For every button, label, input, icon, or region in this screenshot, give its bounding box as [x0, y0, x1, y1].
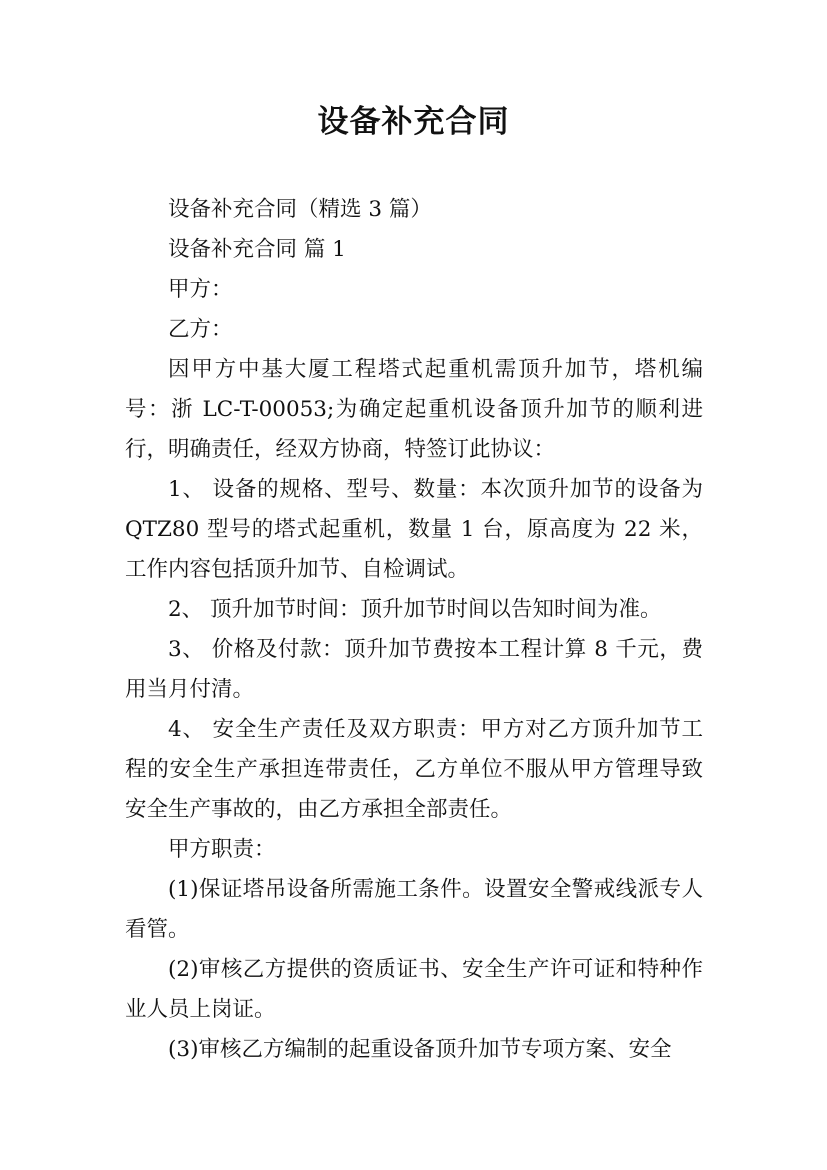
- paragraph-party-b: 乙方：: [168, 317, 233, 342]
- paragraph-clause-1: 1、 设备的规格、型号、数量：本次顶升加节的设备为 QTZ80 型号的塔式起重机，数量 1 台，原高度为 22 米，工作内容包括顶升加节、自检调试。: [125, 477, 703, 582]
- paragraph-party-a: 甲方：: [168, 277, 233, 302]
- paragraph-duty-2: (2)审核乙方提供的资质证书、安全生产许可证和特种作业人员上岗证。: [125, 957, 703, 1022]
- paragraph-clause-2: 2、 顶升加节时间：顶升加节时间以告知时间为准。: [168, 597, 662, 622]
- paragraph-intro: 因甲方中基大厦工程塔式起重机需顶升加节，塔机编号：浙 LC-T-00053;为确定起重机设备顶升加节的顺利进行，明确责任，经双方协商，特签订此协议：: [125, 357, 703, 462]
- document-title: 设备补充合同: [317, 104, 510, 140]
- paragraph-party-a-duties: 甲方职责：: [168, 837, 276, 862]
- paragraph-subtitle: 设备补充合同（精选 3 篇）: [168, 197, 432, 222]
- paragraph-clause-4: 4、 安全生产责任及双方职责：甲方对乙方顶升加节工程的安全生产承担连带责任，乙方单位不服从甲方管理导致安全生产事故的，由乙方承担全部责任。: [125, 717, 703, 822]
- paragraph-section-heading: 设备补充合同 篇 1: [168, 237, 346, 262]
- document-body: [125, 190, 703, 1070]
- paragraph-duty-1: (1)保证塔吊设备所需施工条件。设置安全警戒线派专人看管。: [125, 877, 703, 942]
- paragraph-duty-3: (3)审核乙方编制的起重设备顶升加节专项方案、安全: [168, 1037, 672, 1062]
- paragraph-clause-3: 3、 价格及付款：顶升加节费按本工程计算 8 千元，费用当月付清。: [125, 637, 703, 702]
